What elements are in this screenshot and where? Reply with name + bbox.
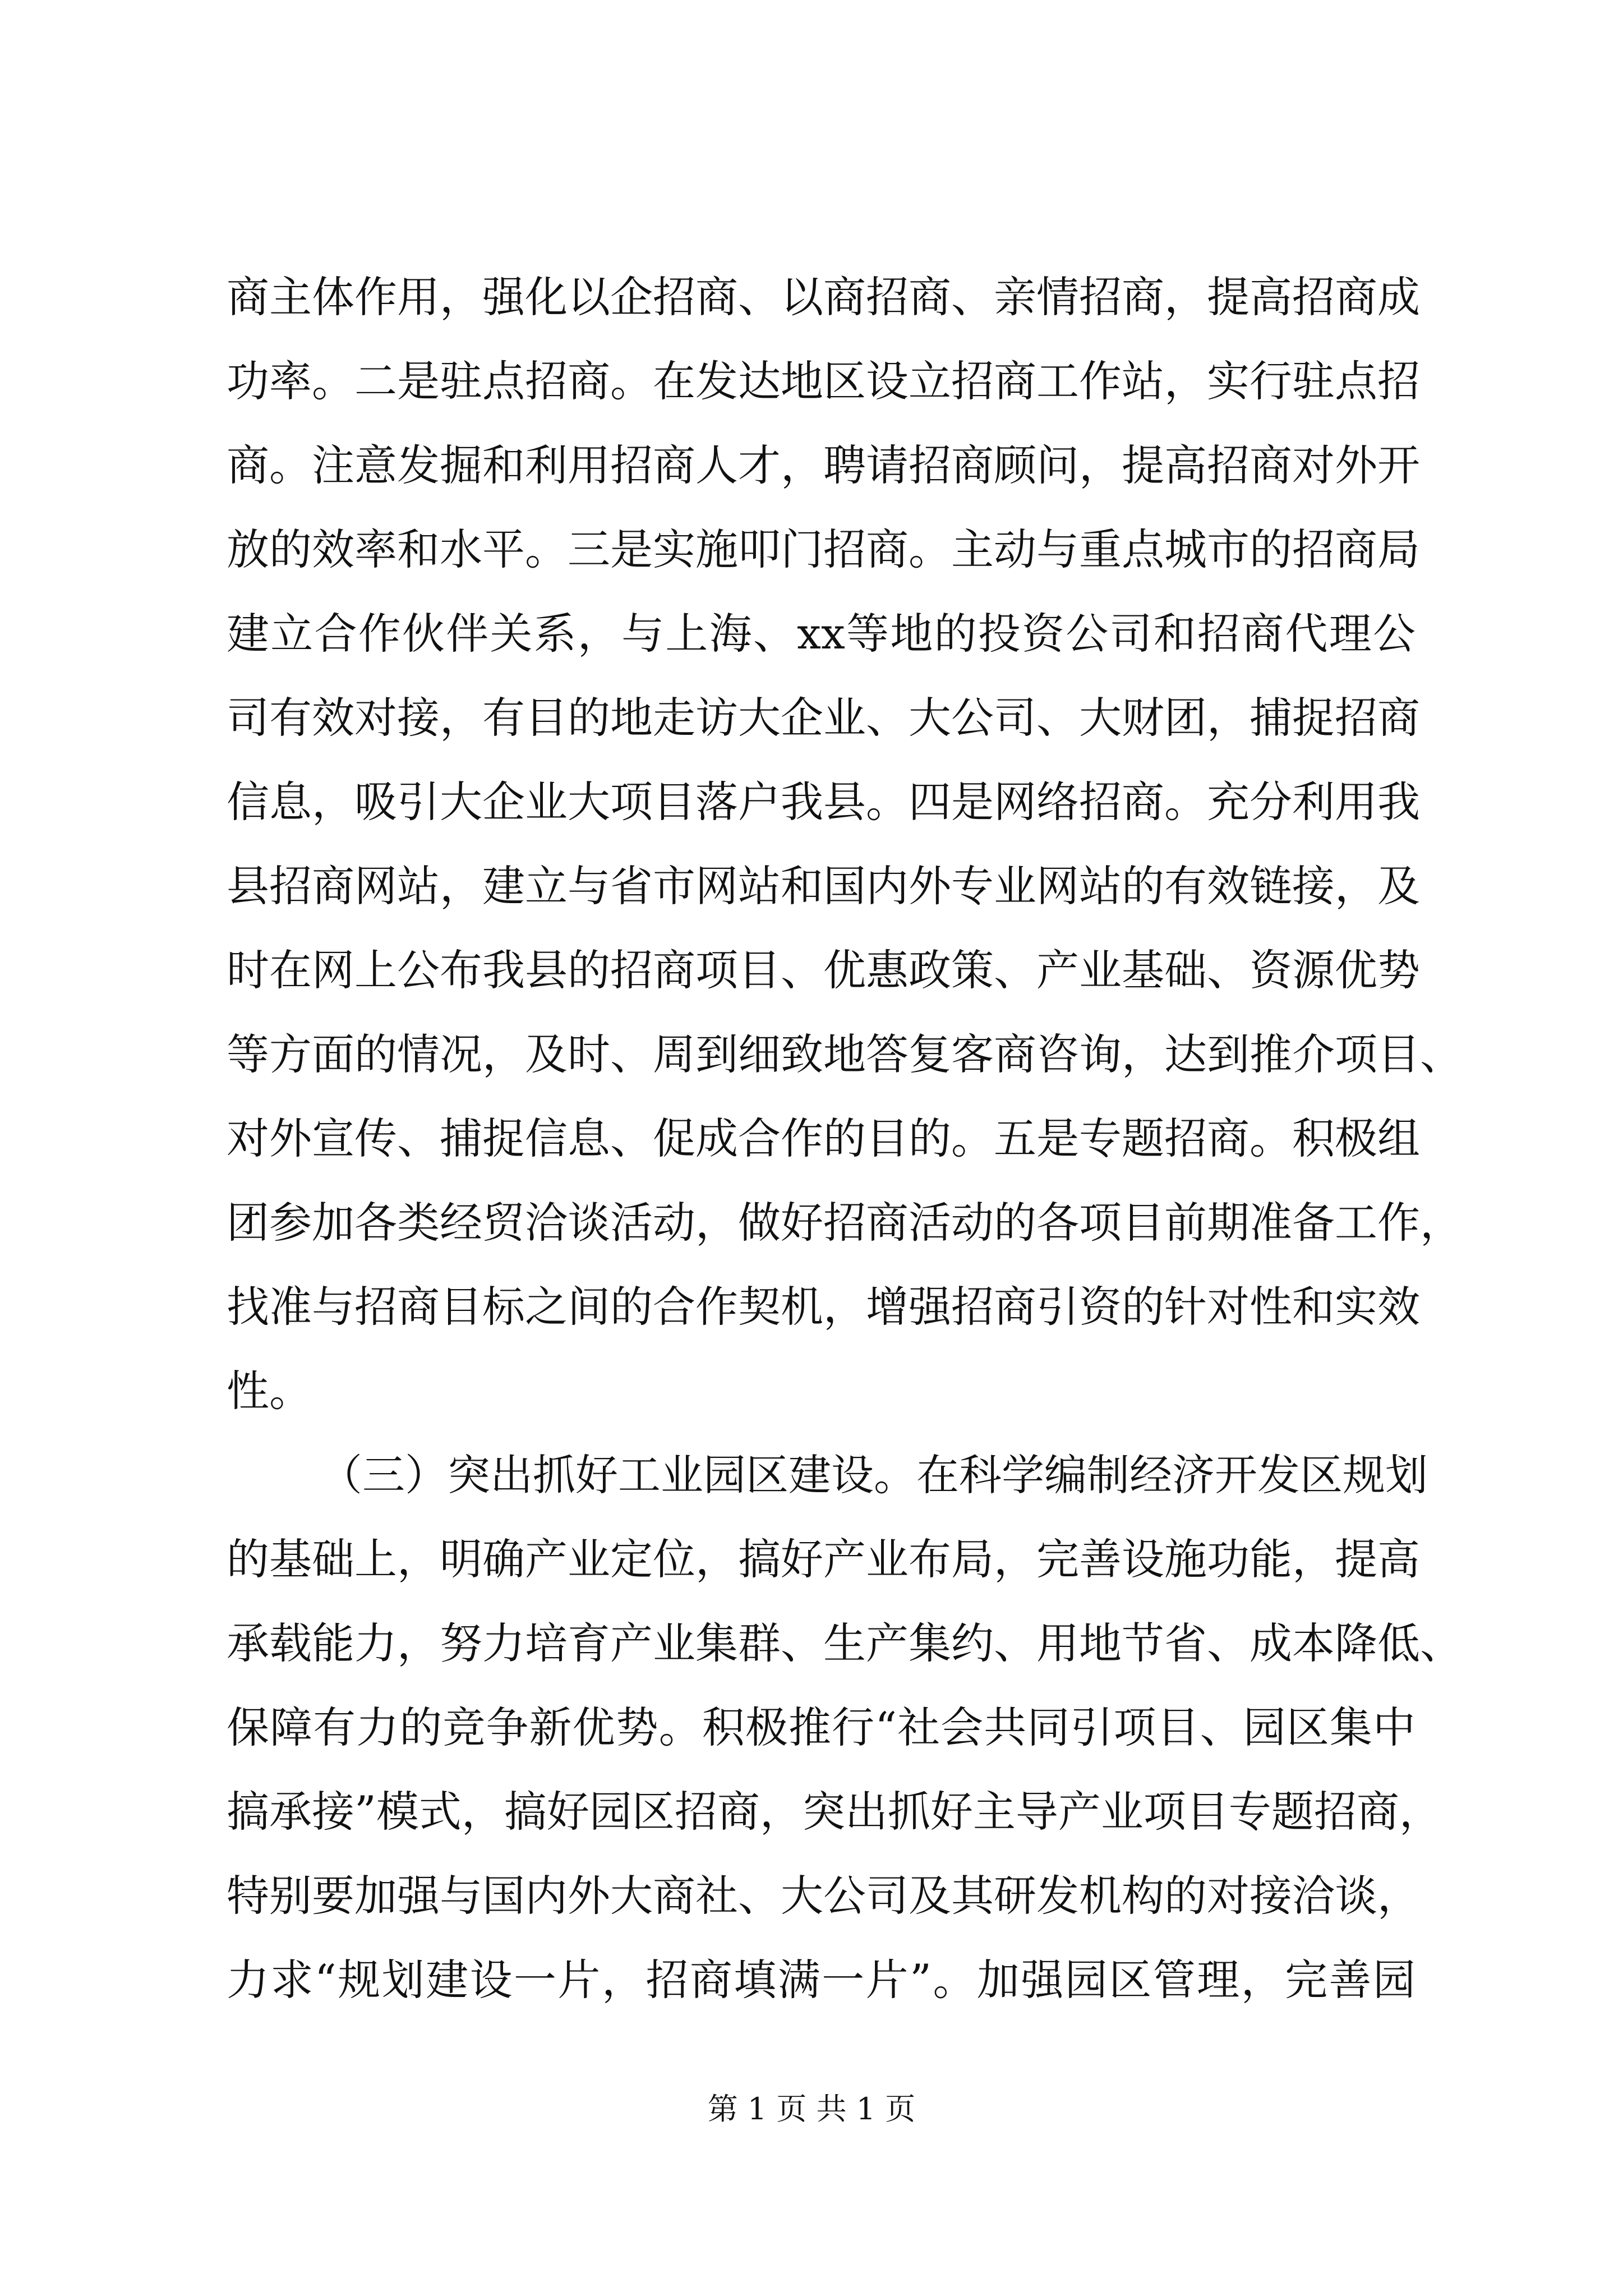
- text-line-20: 特别要加强与国内外大商社、大公司及其研发机构的对接洽谈，: [227, 1871, 1420, 1921]
- text-line-18: 保障有力的竞争新优势。积极推行“社会共同引项目、园区集中: [227, 1703, 1415, 1752]
- text-line-12: 团参加各类经贸洽谈活动，做好招商活动的各项目前期准备工作，: [227, 1198, 1463, 1248]
- text-line-2: 功率。二是驻点招商。在发达地区设立招商工作站，实行驻点招: [227, 356, 1420, 406]
- section-heading-line: （三）突出抓好工业园区建设。在科学编制经济开发区规划: [320, 1450, 1428, 1500]
- text-line-3: 商。注意发掘和利用招商人才，聘请招商顾问，提高招商对外开: [227, 440, 1420, 490]
- text-line-4: 放的效率和水平。三是实施叩门招商。主动与重点城市的招商局: [227, 524, 1420, 574]
- text-line-8: 县招商网站，建立与省市网站和国内外专业网站的有效链接，及: [227, 861, 1420, 911]
- text-line-11: 对外宣传、捕捉信息、促成合作的目的。五是专题招商。积极组: [227, 1114, 1420, 1163]
- text-line-19: 搞承接”模式，搞好园区招商，突出抓好主导产业项目专题招商，: [227, 1787, 1442, 1837]
- text-line-14: 性。: [227, 1366, 312, 1416]
- text-line-7: 信息，吸引大企业大项目落户我县。四是网络招商。充分利用我: [227, 777, 1420, 827]
- page-footer: 第 1 页 共 1 页: [707, 2091, 916, 2127]
- text-line-10: 等方面的情况，及时、周到细致地答复客商咨询，达到推介项目、: [227, 1029, 1463, 1079]
- text-line-1: 商主体作用，强化以企招商、以商招商、亲情招商，提高招商成: [227, 272, 1420, 322]
- text-line-6: 司有效对接，有目的地走访大企业、大公司、大财团，捕捉招商: [227, 693, 1420, 743]
- text-line-21: 力求“规划建设一片，招商填满一片”。加强园区管理，完善园: [227, 1955, 1415, 2005]
- text-line-13: 找准与招商目标之间的合作契机，增强招商引资的针对性和实效: [227, 1282, 1420, 1332]
- text-line-16: 的基础上，明确产业定位，搞好产业布局，完善设施功能，提高: [227, 1534, 1420, 1584]
- text-line-5: 建立合作伙伴关系，与上海、xx等地的投资公司和招商代理公: [227, 609, 1415, 659]
- text-line-17: 承载能力，努力培育产业集群、生产集约、用地节省、成本降低、: [227, 1618, 1463, 1668]
- text-line-9: 时在网上公布我县的招商项目、优惠政策、产业基础、资源优势: [227, 945, 1420, 995]
